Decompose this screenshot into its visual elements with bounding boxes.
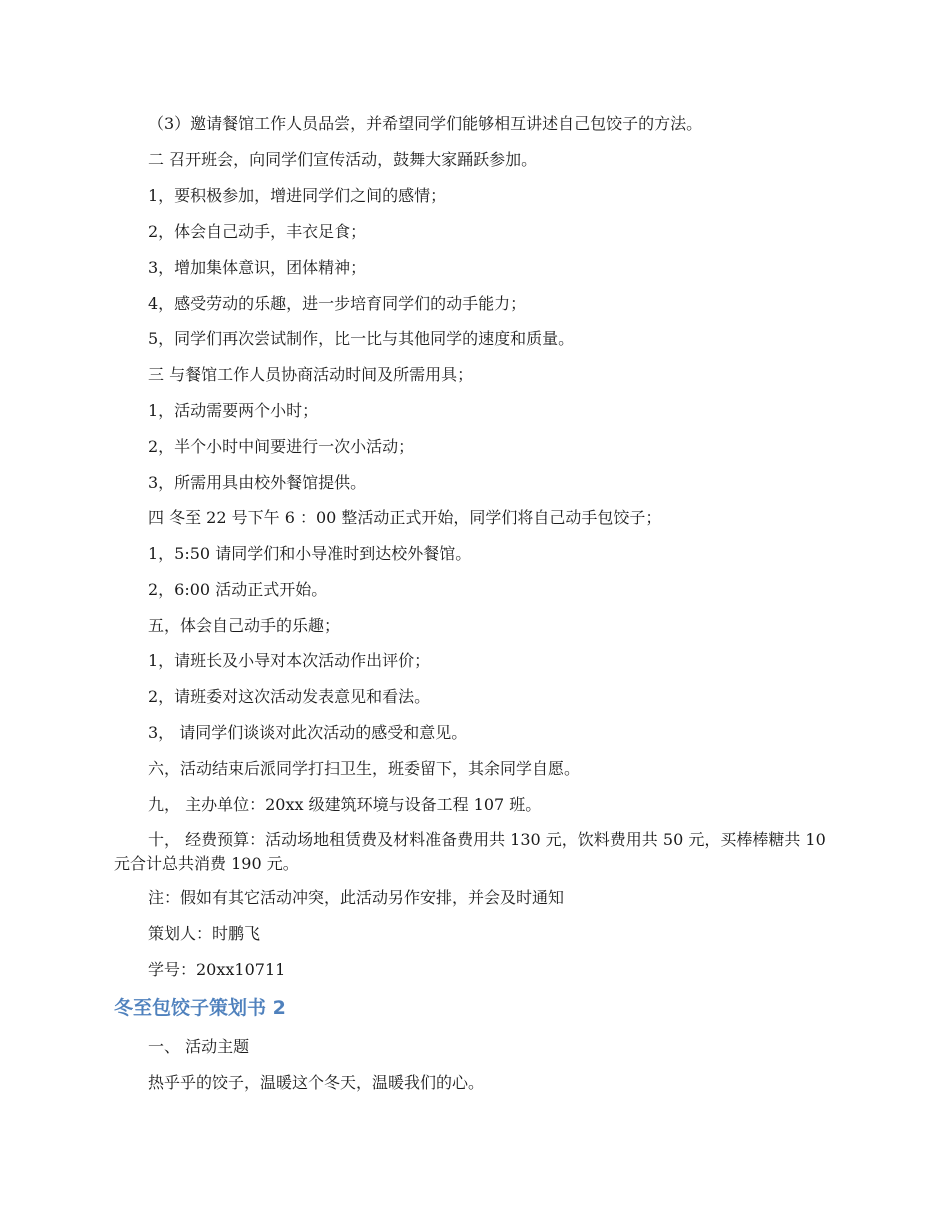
- paragraph-note: 注：假如有其它活动冲突，此活动另作安排，并会及时通知: [148, 888, 565, 907]
- paragraph-coordinate-staff: 三 与餐馆工作人员协商活动时间及所需用具；: [148, 365, 474, 384]
- paragraph-start-time: 四 冬至 22 号下午 6 ：00 整活动正式开始，同学们将自己动手包饺子；: [148, 508, 662, 527]
- paragraph-student-id: 学号：20xx10711: [148, 960, 286, 979]
- paragraph-fun: 五，体会自己动手的乐趣；: [148, 616, 341, 635]
- paragraph-class-meeting: 二 召开班会，向同学们宣传活动，鼓舞大家踊跃参加。: [148, 150, 538, 169]
- list-item: 5，同学们再次尝试制作，比一比与其他同学的速度和质量。: [148, 329, 575, 348]
- paragraph-organizer: 九， 主办单位：20xx 级建筑环境与设备工程 107 班。: [148, 795, 542, 814]
- list-item: 1，要积极参加，增进同学们之间的感情；: [148, 186, 447, 205]
- paragraph-invite-staff: （3）邀请餐馆工作人员品尝，并希望同学们能够相互讲述自己包饺子的方法。: [148, 114, 703, 133]
- list-item: 1，活动需要两个小时；: [148, 401, 319, 420]
- list-item: 2，6:00 活动正式开始。: [148, 580, 328, 599]
- list-item: 3， 请同学们谈谈对此次活动的感受和意见。: [148, 723, 468, 742]
- list-item: 4，感受劳动的乐趣，进一步培育同学们的动手能力；: [148, 294, 527, 313]
- list-item: 2，体会自己动手，丰衣足食；: [148, 222, 367, 241]
- paragraph-cleanup: 六，活动结束后派同学打扫卫生，班委留下，其余同学自愿。: [148, 759, 581, 778]
- paragraph-planner: 策划人：时鹏飞: [148, 924, 261, 943]
- list-item: 2，请班委对这次活动发表意见和看法。: [148, 687, 431, 706]
- paragraph-budget: 十， 经费预算：活动场地租赁费及材料准备费用共 130 元，饮料费用共 50 元，买棒棒糖共 10 元合计总共消费 190 元。: [114, 830, 826, 873]
- list-item: 1，请班长及小导对本次活动作出评价；: [148, 651, 431, 670]
- list-item: 3，增加集体意识，团体精神；: [148, 258, 367, 277]
- paragraph-activity-theme: 一、 活动主题: [148, 1037, 250, 1056]
- list-item: 3，所需用具由校外餐馆提供。: [148, 473, 367, 492]
- paragraph-theme-text: 热乎乎的饺子，温暖这个冬天，温暖我们的心。: [148, 1073, 485, 1092]
- list-item: 1，5:50 请同学们和小导准时到达校外餐馆。: [148, 544, 472, 563]
- section-heading: 冬至包饺子策划书 2: [114, 997, 286, 1019]
- list-item: 2，半个小时中间要进行一次小活动；: [148, 437, 415, 456]
